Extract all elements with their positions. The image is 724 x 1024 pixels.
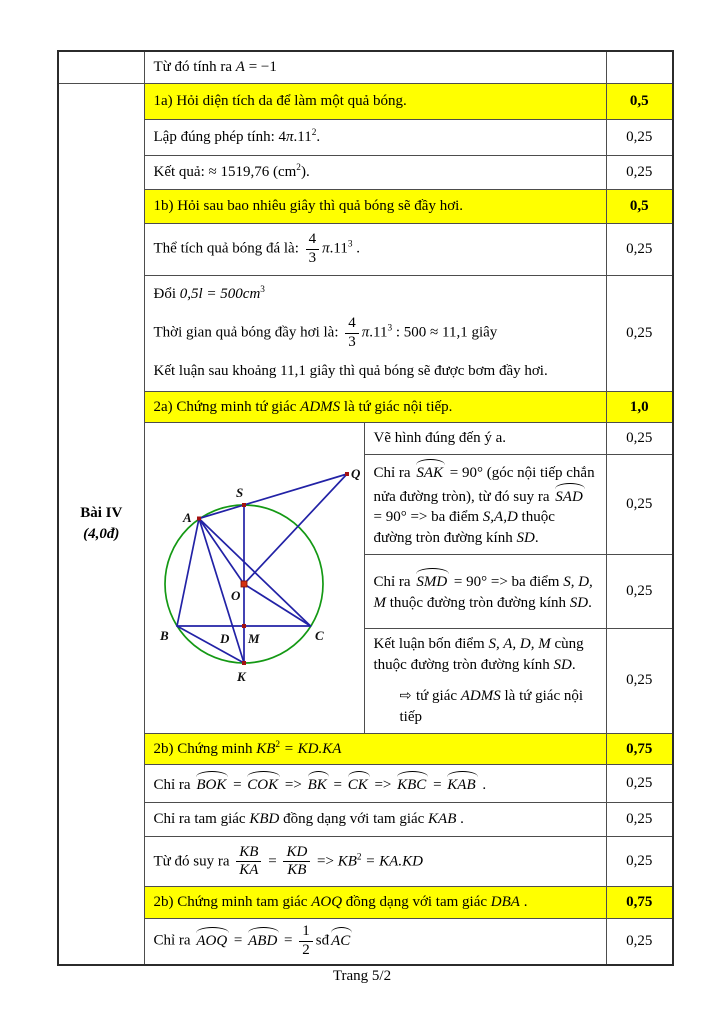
point-label-Q: Q [350, 465, 360, 481]
text-run: Thể tích quả bóng đá là: [153, 240, 303, 257]
content-cell [144, 51, 606, 83]
text-run: = 90° (góc nội tiếp chắn nửa đường tròn), từ đó suy ra [373, 465, 595, 505]
text-run: π [285, 128, 294, 145]
content-cell [144, 803, 606, 837]
text-run: Đổi [153, 286, 180, 303]
table-row [58, 119, 673, 155]
text-run: Chỉ ra [153, 932, 195, 949]
points-cell: 0,5 [606, 83, 673, 119]
text-run: . [352, 240, 360, 257]
text-run: . [316, 128, 321, 145]
text-run: : 500 ≈ 11,1 giây [392, 324, 498, 341]
content-cell [144, 223, 606, 275]
text-line [374, 428, 597, 449]
point-Q [345, 472, 349, 476]
text-line [154, 196, 597, 217]
table-row [58, 83, 673, 119]
points-cell: 0,25 [606, 423, 673, 455]
section-label-cell-empty [58, 51, 144, 83]
text-run: ADMS [460, 688, 501, 705]
points-cell: 0,25 [606, 119, 673, 155]
center-point-O [241, 581, 247, 587]
content-cell [144, 765, 606, 803]
text-run: = KD.KA [280, 740, 342, 757]
text-run: thuộc đường tròn đường kính [386, 594, 570, 611]
answer-key-table [57, 50, 674, 966]
table-row [58, 887, 673, 919]
text-run: .11 [329, 240, 348, 257]
point-label-O: O [230, 587, 240, 603]
page-number: Trang 5/2 [332, 968, 392, 984]
text-run: = 90° => ba điểm [373, 509, 483, 526]
text-run: đồng dạng với tam giác [342, 894, 491, 911]
text-run: 1a) Hỏi diện tích da để làm một quả bóng. [153, 92, 407, 109]
point-label-D: D [219, 630, 229, 646]
point-label-B: B [159, 627, 169, 643]
text-run: Kết luận bốn điểm [373, 635, 489, 652]
text-run: là tứ giác nội tiếp [399, 688, 584, 725]
fraction: $\frac{KD}{KB}$ [283, 845, 310, 880]
text-run: Thời gian quả bóng đầy hơi là: [153, 324, 343, 341]
fraction: $\frac{KB}{KA}$ [236, 845, 261, 880]
text-line [374, 634, 597, 675]
text-run: Chỉ ra [373, 465, 415, 482]
table-row [58, 391, 673, 423]
text-run: Lập đúng phép tính: 4 [153, 128, 286, 145]
text-run: . [478, 776, 487, 793]
text-run: = [280, 932, 297, 949]
content-cell [144, 919, 606, 965]
points-cell: 0,25 [606, 765, 673, 803]
table-row [58, 51, 673, 83]
text-run: . [519, 894, 528, 911]
text-run: 0,5l = 500cm [179, 286, 261, 303]
text-line [154, 361, 597, 382]
text-run: = [264, 853, 281, 870]
segment-AQ [199, 474, 347, 519]
text-run: = [329, 776, 346, 793]
text-run: => [370, 776, 396, 793]
text-line [154, 232, 597, 267]
text-run: S,A,D [482, 509, 518, 526]
content-cell [144, 275, 606, 391]
text-run: A [235, 59, 245, 75]
text-run: cùng thuộc đường tròn đường kính [373, 635, 584, 673]
section-label-cell [58, 83, 144, 965]
table-row [58, 189, 673, 223]
points-cell: 0,5 [606, 189, 673, 223]
text-run: 2a) Chứng minh tứ giác [153, 398, 301, 415]
text-line [154, 772, 597, 796]
diagram-cell [144, 423, 364, 733]
text-run: .11 [369, 324, 388, 341]
angle-arc-term: ABD [246, 928, 280, 952]
text-run: Chỉ ra tam giác [153, 811, 250, 828]
fraction: $\frac{4}{3}$ [345, 316, 359, 351]
segment-AB [177, 518, 199, 626]
text-run: Vẽ hình đúng đến ý a. [373, 430, 506, 447]
table-row [58, 155, 673, 189]
text-run: S, A, D, M [488, 635, 551, 652]
points-cell: 0,25 [606, 455, 673, 555]
angle-arc-term: KBC [395, 772, 429, 796]
table-row [58, 919, 673, 965]
points-cell: 0,25 [606, 919, 673, 965]
text-run: 3 [260, 285, 265, 296]
text-line [154, 57, 597, 78]
angle-arc-term: SAK [414, 460, 446, 484]
point-label-K: K [236, 668, 246, 684]
point-label-C: C [314, 627, 324, 643]
geometry-diagram-svg [147, 454, 365, 696]
segment-AO [199, 518, 244, 584]
points-cell: 0,25 [606, 275, 673, 391]
angle-arc-term: AC [329, 928, 353, 952]
content-cell [364, 455, 606, 555]
fraction: $\frac{1}{2}$ [299, 924, 313, 959]
text-run: => [313, 853, 338, 870]
text-run: là tứ giác nội tiếp. [340, 398, 453, 415]
table-row [58, 733, 673, 765]
text-run: DBA [490, 894, 520, 911]
text-run: Chỉ ra [373, 574, 415, 591]
content-cell-1a-header [144, 83, 606, 119]
table-row [58, 803, 673, 837]
table-row [58, 223, 673, 275]
fraction: $\frac{4}{3}$ [306, 232, 320, 267]
point-label-M: M [247, 630, 260, 646]
text-run: 1b) Hỏi sau bao nhiêu giây thì quả bóng sẽ đầy hơi. [153, 197, 464, 214]
text-line [400, 686, 597, 727]
text-line [154, 91, 597, 112]
text-run: S, D, M [373, 574, 593, 611]
text-line [154, 162, 597, 183]
text-run: KBD [249, 811, 280, 828]
content-cell-2b-header [144, 733, 606, 765]
points-cell: 0,25 [606, 554, 673, 628]
text-run: KB [256, 740, 276, 757]
content-cell [364, 554, 606, 628]
text-run: 2b) Chứng minh tam giác [153, 894, 312, 911]
text-line [154, 809, 597, 830]
text-run: 3 [347, 239, 353, 250]
segment-OQ [244, 474, 347, 584]
content-cell-2b2-header [144, 887, 606, 919]
text-run: Từ đó tính ra [153, 59, 236, 75]
table-row [58, 837, 673, 887]
point-K [242, 661, 246, 665]
text-run: KB [337, 853, 357, 870]
text-run: SD [569, 594, 589, 611]
text-run: SD [553, 656, 572, 673]
text-run: đồng dạng với tam giác [279, 811, 429, 828]
text-run: = 90° => ba điểm [450, 574, 564, 591]
text-run: . [534, 530, 539, 547]
points-cell: 0,75 [606, 887, 673, 919]
point-A [197, 516, 201, 520]
text-line [154, 924, 597, 959]
text-run: 3 [387, 323, 393, 334]
text-line [154, 127, 597, 148]
content-cell [364, 628, 606, 733]
text-run: . [588, 594, 592, 611]
text-run: = [229, 776, 246, 793]
table-row [58, 765, 673, 803]
content-cell [144, 119, 606, 155]
content-cell-1b-header [144, 189, 606, 223]
angle-arc-term: SAD [553, 484, 586, 508]
text-run: KAB [428, 811, 457, 828]
text-run: π [322, 240, 330, 257]
text-line [154, 739, 597, 760]
point-M [242, 624, 246, 628]
text-run: => [281, 776, 306, 793]
text-run: 2 [356, 852, 362, 863]
angle-arc-term: BOK [194, 772, 229, 796]
angle-arc-term: BK [306, 772, 330, 796]
segment-OC [244, 584, 311, 626]
text-run: SD [516, 530, 535, 547]
text-run: thuộc đường tròn đường kính [373, 509, 555, 547]
text-run: 2 [296, 162, 301, 173]
text-run: = [230, 932, 247, 949]
section-title: Bài IV [80, 505, 123, 522]
point-label-A: A [182, 509, 192, 525]
table-row [58, 275, 673, 391]
text-line [154, 316, 597, 351]
text-line [154, 284, 597, 305]
text-line [374, 569, 597, 613]
angle-arc-term: CK [346, 772, 371, 796]
text-run: 2 [311, 127, 317, 138]
text-line [374, 460, 597, 549]
content-cell [364, 423, 606, 455]
text-run: π [361, 324, 370, 341]
text-run: Kết quả: ≈ 1519,76 (cm [153, 163, 297, 180]
angle-arc-term: KAB [445, 772, 478, 796]
text-run: Từ đó suy ra [153, 853, 234, 870]
points-cell: 0,25 [606, 628, 673, 733]
table-row [58, 423, 673, 455]
text-run: Kết luận sau khoảng 11,1 giây thì quả bóng sẽ được bơm đầy hơi. [153, 363, 548, 380]
content-cell [144, 837, 606, 887]
text-run: AOQ [311, 894, 343, 911]
text-run: .11 [293, 128, 312, 145]
text-run: ). [300, 163, 310, 180]
text-run: ADMS [300, 398, 341, 415]
points-cell: 0,25 [606, 223, 673, 275]
point-S [242, 503, 246, 507]
text-run: . [571, 656, 576, 673]
text-run: = KA.KD [361, 853, 423, 870]
text-run: ⇨ [399, 688, 416, 705]
points-cell: 1,0 [606, 391, 673, 423]
text-run: Chỉ ra [153, 776, 195, 793]
text-line [154, 892, 597, 913]
points-cell: 0,25 [606, 155, 673, 189]
points-cell: 0,25 [606, 837, 673, 887]
text-run: 2b) Chứng minh [153, 740, 257, 757]
points-cell: 0,25 [606, 803, 673, 837]
points-cell: 0,75 [606, 733, 673, 765]
text-run: . [456, 811, 464, 828]
text-run: = [429, 776, 446, 793]
content-cell-2a-header [144, 391, 606, 423]
content-cell [144, 155, 606, 189]
text-line [154, 845, 597, 880]
section-subtitle: (4,0đ) [83, 525, 120, 542]
angle-arc-term: AOQ [194, 928, 230, 952]
text-run: tứ giác [415, 688, 461, 705]
angle-arc-term: SMD [414, 569, 450, 593]
points-cell [606, 51, 673, 83]
text-run: = −1 [244, 59, 277, 75]
text-line [154, 397, 597, 418]
angle-arc-term: COK [245, 772, 281, 796]
text-run: 2 [275, 739, 281, 750]
point-label-S: S [235, 484, 243, 500]
text-run: sđ [315, 932, 330, 949]
